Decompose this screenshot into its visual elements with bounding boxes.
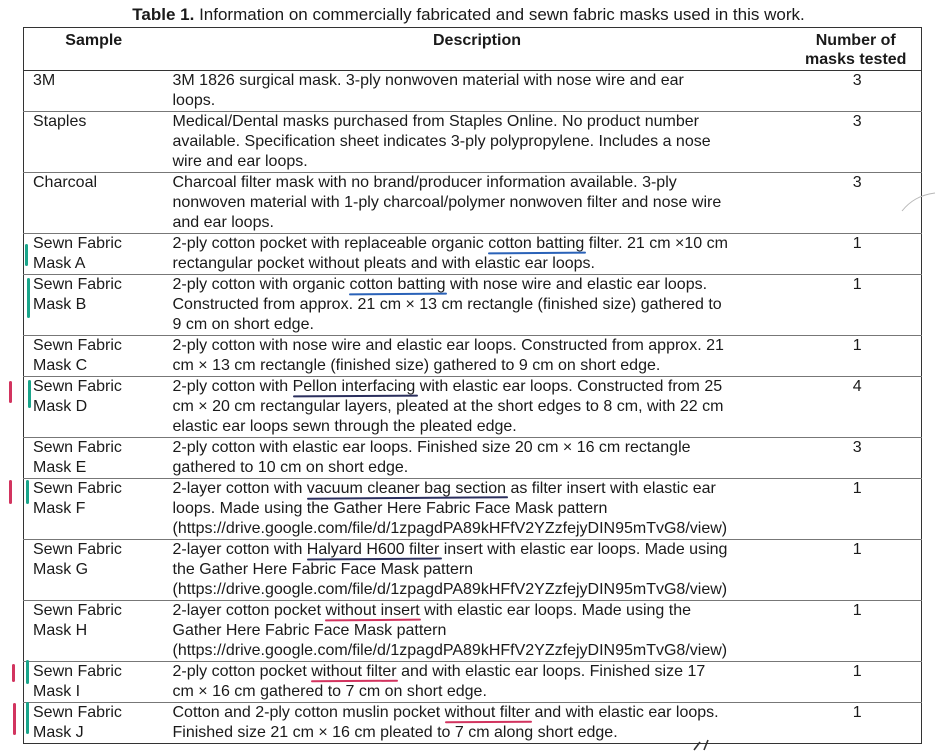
description-line: available. Specification sheet indicates 3-ply polypropylene. Includes a nose [172, 133, 711, 150]
pencil-scribble [900, 185, 937, 215]
description-line: nonwoven material with 1-ply charcoal/polymer nonwoven filter and nose wire [172, 194, 722, 211]
count-cell: 1 [791, 662, 922, 703]
header-number-line2: masks tested [805, 51, 907, 68]
table-row [24, 479, 922, 540]
description-line: 3M 1826 surgical mask. 3-ply nonwoven material with nose wire and ear [172, 72, 684, 89]
count-cell: 4 [791, 377, 922, 438]
count-cell: 1 [791, 479, 922, 540]
sample-line: Sewn Fabric [33, 480, 122, 497]
description-cell [164, 234, 791, 275]
description-text: 2-ply cotton with organic [172, 276, 350, 293]
sample-line: Sewn Fabric [33, 378, 122, 395]
description-line [173, 602, 692, 619]
sample-line: Mask C [33, 357, 88, 374]
description-cell [164, 438, 791, 479]
description-text: with elastic ear loops. Made using the [419, 602, 691, 619]
count-cell: 1 [791, 275, 922, 336]
header-description: Description [164, 28, 791, 71]
description-text: filter. 21 cm ×10 cm [584, 235, 728, 252]
caption-text: Information on commercially fabricated and sewn fabric masks used in this work. [199, 5, 805, 24]
description-line: the Gather Here Fabric Face Mask pattern [172, 561, 474, 578]
handwritten-underline: without filter [311, 663, 397, 680]
description-cell [164, 540, 791, 601]
description-line [173, 276, 708, 293]
description-line: (https://drive.google.com/file/d/1zpagdPA89kHFfV2YZzfejyDIN95mTvG8/view) [172, 581, 728, 598]
handwritten-underline: vacuum cleaner bag section [306, 480, 507, 497]
sample-line: Mask F [33, 500, 86, 517]
description-cell [164, 173, 791, 234]
description-line: elastic ear loops sewn through the pleated edge. [172, 418, 517, 435]
description-text: and with elastic ear loops. Finished size 17 [396, 663, 706, 680]
count-cell: 3 [791, 71, 922, 112]
sample-line: Sewn Fabric [33, 704, 122, 721]
green-margin-mark-a [25, 244, 28, 266]
sample-cell [24, 336, 164, 377]
description-line: rectangular pocket without pleats and with elastic ear loops. [172, 255, 595, 272]
description-line: 2-ply cotton with elastic ear loops. Finished size 20 cm × 16 cm rectangle [172, 439, 691, 456]
sample-line: Mask B [33, 296, 87, 313]
table-row [24, 540, 922, 601]
description-line: Gather Here Fabric Face Mask pattern [172, 622, 447, 639]
sample-line: Mask E [33, 459, 87, 476]
description-line: wire and ear loops. [172, 153, 308, 170]
description-text: 2-ply cotton pocket with replaceable organic [172, 235, 489, 252]
table-caption [0, 5, 937, 25]
sample-cell [24, 438, 164, 479]
ink-tick-mark [690, 738, 720, 751]
header-sample: Sample [24, 28, 164, 71]
description-text: 2-layer cotton with [172, 541, 307, 558]
sample-cell [24, 173, 164, 234]
description-line: cm × 16 cm gathered to 7 cm on short edge. [172, 683, 487, 700]
description-text: insert with elastic ear loops. Made using [439, 541, 728, 558]
table-row [24, 601, 922, 662]
count-cell: 1 [791, 540, 922, 601]
description-cell [164, 71, 791, 112]
table-row [24, 71, 922, 112]
handwritten-underline: cotton batting [349, 276, 446, 293]
sample-line: Staples [33, 113, 87, 130]
description-line: Constructed from approx. 21 cm × 13 cm rectangle (finished size) gathered to [172, 296, 722, 313]
green-margin-mark-j [26, 702, 29, 734]
description-line: 2-ply cotton with nose wire and elastic ear loops. Constructed from approx. 21 [172, 337, 724, 354]
description-line [173, 480, 716, 497]
description-text: 2-layer cotton with [172, 480, 307, 497]
description-text: 2-ply cotton with [172, 378, 293, 395]
description-cell [164, 336, 791, 377]
red-margin-mark-j [13, 703, 16, 735]
count-cell: 1 [791, 336, 922, 377]
red-margin-mark-d [9, 381, 12, 403]
table-row [24, 662, 922, 703]
sample-line: Sewn Fabric [33, 337, 122, 354]
description-line [173, 541, 728, 558]
count-cell: 3 [791, 173, 922, 234]
handwritten-underline: without insert [325, 602, 420, 619]
description-line: cm × 20 cm rectangular layers, pleated at the short edges to 8 cm, with 22 cm [172, 398, 724, 415]
sample-cell [24, 601, 164, 662]
description-cell [164, 112, 791, 173]
description-text: as filter insert with elastic ear [506, 480, 716, 497]
description-text: with nose wire and elastic ear loops. [445, 276, 708, 293]
sample-cell [24, 275, 164, 336]
count-cell: 3 [791, 438, 922, 479]
caption-label: Table 1. [132, 5, 195, 24]
description-line: loops. Made using the Gather Here Fabric Face Mask pattern [172, 500, 608, 517]
description-line: Medical/Dental masks purchased from Staples Online. No product number [172, 113, 699, 130]
sample-line: Sewn Fabric [33, 235, 122, 252]
sample-line: Mask J [33, 724, 84, 741]
red-margin-mark-i [12, 664, 15, 682]
description-cell [164, 601, 791, 662]
table-row [24, 703, 922, 744]
sample-cell [24, 703, 164, 744]
table-row [24, 377, 922, 438]
description-text: Cotton and 2-ply cotton muslin pocket [172, 704, 445, 721]
sample-cell [24, 234, 164, 275]
green-margin-mark-b [27, 278, 30, 318]
description-line: cm × 13 cm rectangle (finished size) gathered to 9 cm on short edge. [172, 357, 661, 374]
green-margin-mark-f [26, 480, 29, 504]
table-row [24, 234, 922, 275]
description-line: and ear loops. [172, 214, 274, 231]
table-row [24, 112, 922, 173]
description-line: (https://drive.google.com/file/d/1zpagdPA89kHFfV2YZzfejyDIN95mTvG8/view) [172, 642, 728, 659]
sample-line: Mask A [33, 255, 86, 272]
sample-line: Mask H [33, 622, 88, 639]
header-number [791, 28, 922, 71]
sample-line: Sewn Fabric [33, 541, 122, 558]
description-line [173, 235, 728, 252]
sample-cell [24, 112, 164, 173]
count-cell: 1 [791, 703, 922, 744]
description-text: 2-layer cotton pocket [172, 602, 326, 619]
handwritten-underline: cotton batting [488, 235, 585, 252]
sample-cell [24, 540, 164, 601]
sample-cell [24, 662, 164, 703]
handwritten-underline: without filter [444, 704, 531, 721]
description-text: with elastic ear loops. Constructed from 25 [415, 378, 723, 395]
sample-line: 3M [33, 72, 56, 89]
sample-line: Sewn Fabric [33, 276, 122, 293]
sample-line: Mask I [33, 683, 81, 700]
handwritten-underline: Pellon interfacing [292, 378, 416, 395]
count-cell: 3 [791, 112, 922, 173]
description-line [173, 663, 706, 680]
description-line: 9 cm on short edge. [172, 316, 314, 333]
description-line: Charcoal filter mask with no brand/producer information available. 3-ply [172, 174, 677, 191]
table-row [24, 336, 922, 377]
description-text: 2-ply cotton pocket [172, 663, 312, 680]
sample-cell [24, 479, 164, 540]
table-row [24, 438, 922, 479]
handwritten-underline: Halyard H600 filter [306, 541, 440, 558]
sample-cell [24, 377, 164, 438]
description-line: gathered to 10 cm on short edge. [172, 459, 409, 476]
description-cell [164, 479, 791, 540]
red-margin-mark-f [9, 480, 12, 504]
description-cell [164, 662, 791, 703]
sample-line: Sewn Fabric [33, 439, 122, 456]
green-margin-mark-d [28, 380, 31, 408]
sample-line: Charcoal [33, 174, 98, 191]
description-line: (https://drive.google.com/file/d/1zpagdPA89kHFfV2YZzfejyDIN95mTvG8/view) [172, 520, 728, 537]
table-row [24, 173, 922, 234]
table-header-row [24, 28, 922, 71]
header-number-line1: Number of [815, 32, 896, 49]
count-cell: 1 [791, 601, 922, 662]
masks-table [23, 27, 922, 744]
description-line [173, 378, 723, 395]
description-line: loops. [172, 92, 216, 109]
count-cell: 1 [791, 234, 922, 275]
description-cell [164, 377, 791, 438]
table-row [24, 275, 922, 336]
description-line [173, 704, 719, 721]
description-cell [164, 275, 791, 336]
sample-cell [24, 71, 164, 112]
sample-line: Sewn Fabric [33, 663, 122, 680]
sample-line: Sewn Fabric [33, 602, 122, 619]
description-line: Finished size 21 cm × 16 cm pleated to 7 cm along short edge. [172, 724, 618, 741]
description-text: and with elastic ear loops. [530, 704, 719, 721]
sample-line: Mask D [33, 398, 88, 415]
green-margin-mark-i [26, 660, 29, 684]
sample-line: Mask G [33, 561, 89, 578]
